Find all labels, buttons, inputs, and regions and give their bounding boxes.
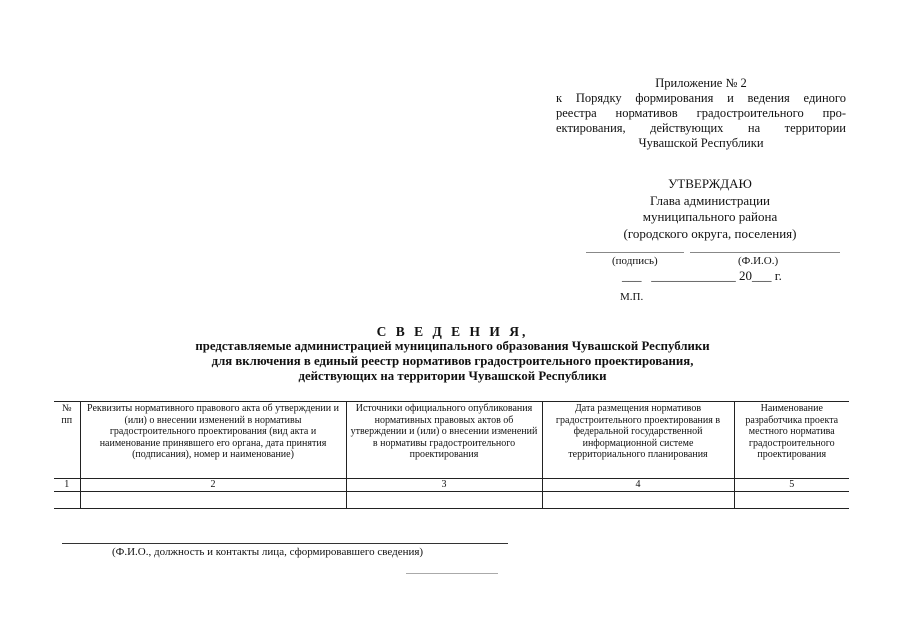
document-title: С В Е Д Е Н И Я, [376,324,529,339]
approval-position: Глава администрации [649,192,770,208]
appendix-title: Приложение № 2 [655,76,747,90]
signature-caption: (подпись) [612,255,658,267]
appendix-line: ектирования, действующих на территории [556,121,846,135]
column-number: 5 [734,479,849,492]
responsible-person-line [62,543,508,544]
header-cell: Реквизиты нормативного правового акта об утверждении и (или) о внесении изменений в нормативы градостроительного проектирования (вид акта и наименование принявшего его органа, дата принятия (подписания), номер и наименование) [80,402,346,479]
bottom-rule [406,573,498,574]
date-line: ___ _____________ 20___ г. [622,268,782,283]
header-cell: Источники официального опубликования нормативных правовых актов об утверждении и (или) о внесении изменений в нормативы градостроительного проектирования [346,402,542,479]
column-number: 4 [542,479,734,492]
column-number: 2 [80,479,346,492]
table-number-row [54,479,849,492]
table-cell [734,492,849,509]
table-cell [80,492,346,509]
table-cell [542,492,734,509]
table-header-row [54,402,849,479]
table-row [54,492,849,509]
appendix-line: к Порядку формирования и ведения единого [556,91,846,105]
document-heading [130,324,775,384]
approval-position: муниципального района [642,209,778,224]
approval-position: (городского округа, поселения) [623,225,797,241]
approval-block [600,176,820,242]
table-cell [54,492,80,509]
responsible-person-caption: (Ф.И.О., должность и контакты лица, сформировавшего сведения) [112,546,424,558]
table-cell [346,492,542,509]
header-cell: Наименование разработчика проекта местного норматива градостроительного проектирования [734,402,849,479]
column-number: 3 [346,479,542,492]
appendix-line: Чувашской Республики [638,136,764,150]
seal-label: М.П. [620,291,644,303]
appendix-line: реестра нормативов градостроительного про- [556,106,846,120]
name-caption: (Ф.И.О.) [738,255,779,267]
document-subtitle: представляемые администрацией муниципального образования Чувашской Республики [195,339,710,353]
header-cell: № пп [61,403,73,426]
appendix-text [556,91,846,151]
column-number: 1 [54,479,80,492]
appendix-block [556,76,846,151]
document-subtitle: действующих на территории Чувашской Республики [298,369,607,383]
approval-heading: УТВЕРЖДАЮ [668,176,752,191]
document-subtitle: для включения в единый реестр нормативов градостроительного проектирования, [211,354,694,368]
name-line [690,252,840,253]
header-cell: Дата размещения нормативов градостроительного проектирования в федеральной государственной информационной системе территориального планирования [542,402,734,479]
signature-line [586,252,684,253]
registry-table [54,402,849,509]
